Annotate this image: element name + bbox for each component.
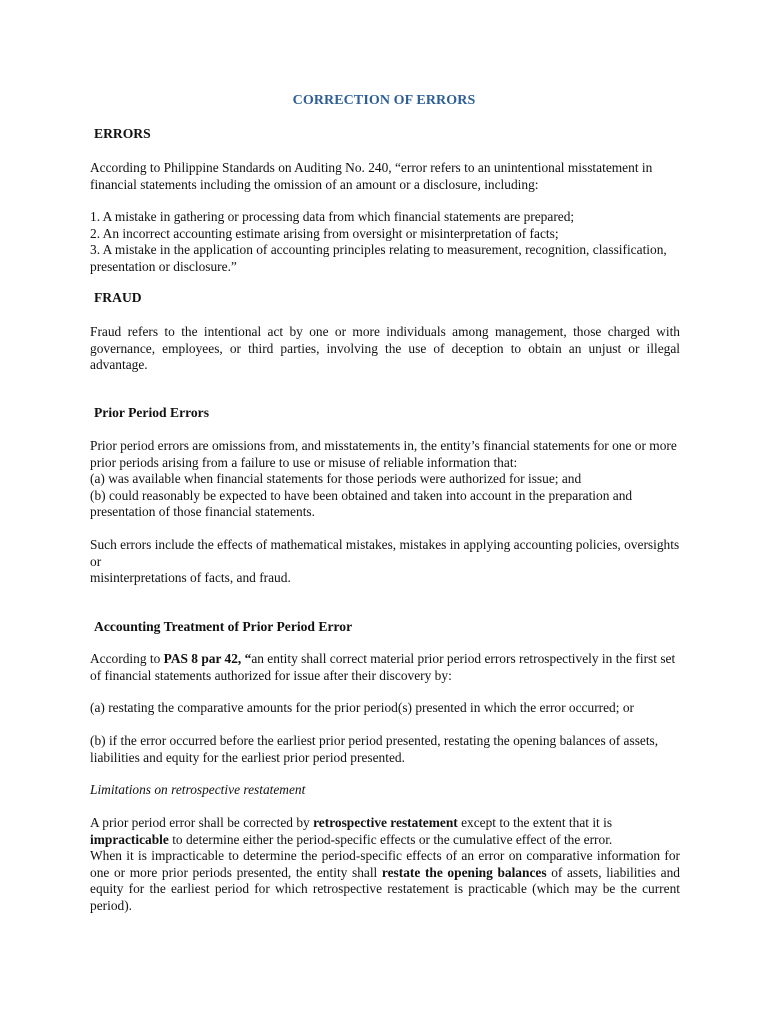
according-text: According to [90,651,164,666]
errors-item-2: 2. An incorrect accounting estimate arising from oversight or misinterpretation of facts; [90,225,559,241]
limitations-heading: Limitations on retrospective restatement [90,782,306,797]
fraud-body: Fraud refers to the intentional act by one or more individuals among management, those charged with governance, employees, or third parties, involving the use of deception to obtain an unjust or illegal advantage. [90,324,680,372]
errors-item-3: 3. A mistake in the application of accounting principles relating to measurement, recognition, classification, presentation or disclosure.” [90,242,667,274]
limitations-paragraph-2 [90,848,680,914]
prior-period-intro: Prior period errors are omissions from, and misstatements in, the entity’s financial statements for one or more prior periods arising from a failure to use or misuse of reliable information that: [90,438,677,470]
quote-text: an entity shall correct material prior period errors retrospectively in the first set of financial statements authorized for issue after their discovery by: [90,651,676,683]
treatment-item-a: (a) restating the comparative amounts for the prior period(s) presented in which the error occurred; or [90,700,634,715]
errors-intro: According to Philippine Standards on Auditing No. 240, “error refers to an unintentional misstatement in financial statements including the omission of an amount or a disclosure, including: [90,160,653,192]
p2-text-c: of assets, liabilities and equity for the earliest period for which retrospective restatement is practicable (which may be the current period). [90,864,680,913]
page-title: CORRECTION OF ERRORS [292,93,476,108]
prior-period-item-a: (a) was available when financial statements for those periods were authorized for issue; and [90,471,582,486]
pas-reference: PAS 8 par 42, “ [163,651,252,666]
treatment-heading: Accounting Treatment of Prior Period Error [94,619,353,634]
treatment-intro [90,651,680,684]
limitations-paragraph-1 [90,815,680,848]
treatment-item-b: (b) if the error occurred before the earliest prior period presented, restating the opening balances of assets, liabilities and equity for the earliest prior period presented. [90,733,659,765]
fraud-heading: FRAUD [94,290,142,305]
p2-text-a: When it is impracticable to determine the period-specific effects of an error on comparative information for one or more prior periods presented, the entity shall [90,848,680,880]
restate-opening-balances-bold: restate the opening balances [381,864,547,880]
prior-period-item-b: (b) could reasonably be expected to have been obtained and taken into account in the preparation and presentation of those financial statements. [90,487,633,519]
such-errors-line-1: Such errors include the effects of mathematical mistakes, mistakes in applying accounting policies, oversights or [90,537,680,569]
p1-text-e: to determine either the period-specific effects or the cumulative effect of the error. [168,831,613,847]
prior-period-heading: Prior Period Errors [94,405,210,420]
p1-text-a: A prior period error shall be corrected by [90,815,314,830]
errors-heading: ERRORS [94,126,151,141]
retrospective-restatement-bold: retrospective restatement [313,815,458,830]
such-errors-line-2: misinterpretations of facts, and fraud. [90,570,291,585]
impracticable-bold: impracticable [90,831,169,847]
errors-item-1: 1. A mistake in gathering or processing data from which financial statements are prepared; [90,209,575,224]
p1-text-c: except to the extent that it is [457,815,613,830]
